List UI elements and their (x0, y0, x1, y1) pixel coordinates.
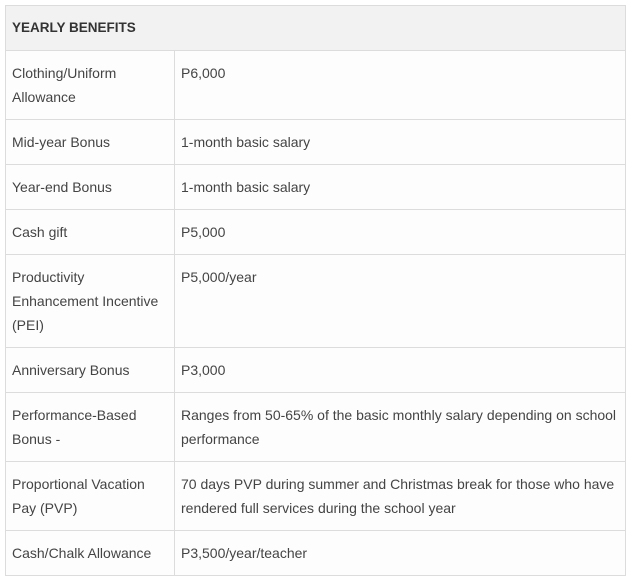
benefit-name-cell: Year-end Bonus (6, 165, 175, 210)
table-header-row (6, 6, 626, 51)
benefit-name-cell: Performance-Based Bonus - (6, 393, 175, 462)
benefit-value-cell: P6,000 (175, 51, 626, 120)
table-row (6, 348, 626, 393)
benefit-value-cell: P3,000 (175, 348, 626, 393)
benefit-value-cell: 70 days PVP during summer and Christmas break for those who have rendered full services during the school year (175, 462, 626, 531)
table-row (6, 51, 626, 120)
benefit-value-cell: Ranges from 50-65% of the basic monthly salary depending on school performance (175, 393, 626, 462)
benefit-value-cell: 1-month basic salary (175, 165, 626, 210)
table-header: YEARLY BENEFITS (6, 6, 626, 51)
benefit-value-cell: P5,000/year (175, 255, 626, 348)
benefit-value-cell: P3,500/year/teacher (175, 531, 626, 576)
table-row (6, 120, 626, 165)
benefit-name-cell: Anniversary Bonus (6, 348, 175, 393)
benefit-name-cell: Productivity Enhancement Incentive (PEI) (6, 255, 175, 348)
table-row (6, 165, 626, 210)
table-row (6, 393, 626, 462)
table-row (6, 462, 626, 531)
table-body (6, 51, 626, 576)
benefit-name-cell: Clothing/Uniform Allowance (6, 51, 175, 120)
table-row (6, 210, 626, 255)
benefit-value-cell: P5,000 (175, 210, 626, 255)
yearly-benefits-table (5, 5, 626, 576)
benefit-name-cell: Cash gift (6, 210, 175, 255)
benefit-name-cell: Proportional Vacation Pay (PVP) (6, 462, 175, 531)
table-row (6, 531, 626, 576)
benefit-name-cell: Mid-year Bonus (6, 120, 175, 165)
benefit-value-cell: 1-month basic salary (175, 120, 626, 165)
benefit-name-cell: Cash/Chalk Allowance (6, 531, 175, 576)
table-row (6, 255, 626, 348)
